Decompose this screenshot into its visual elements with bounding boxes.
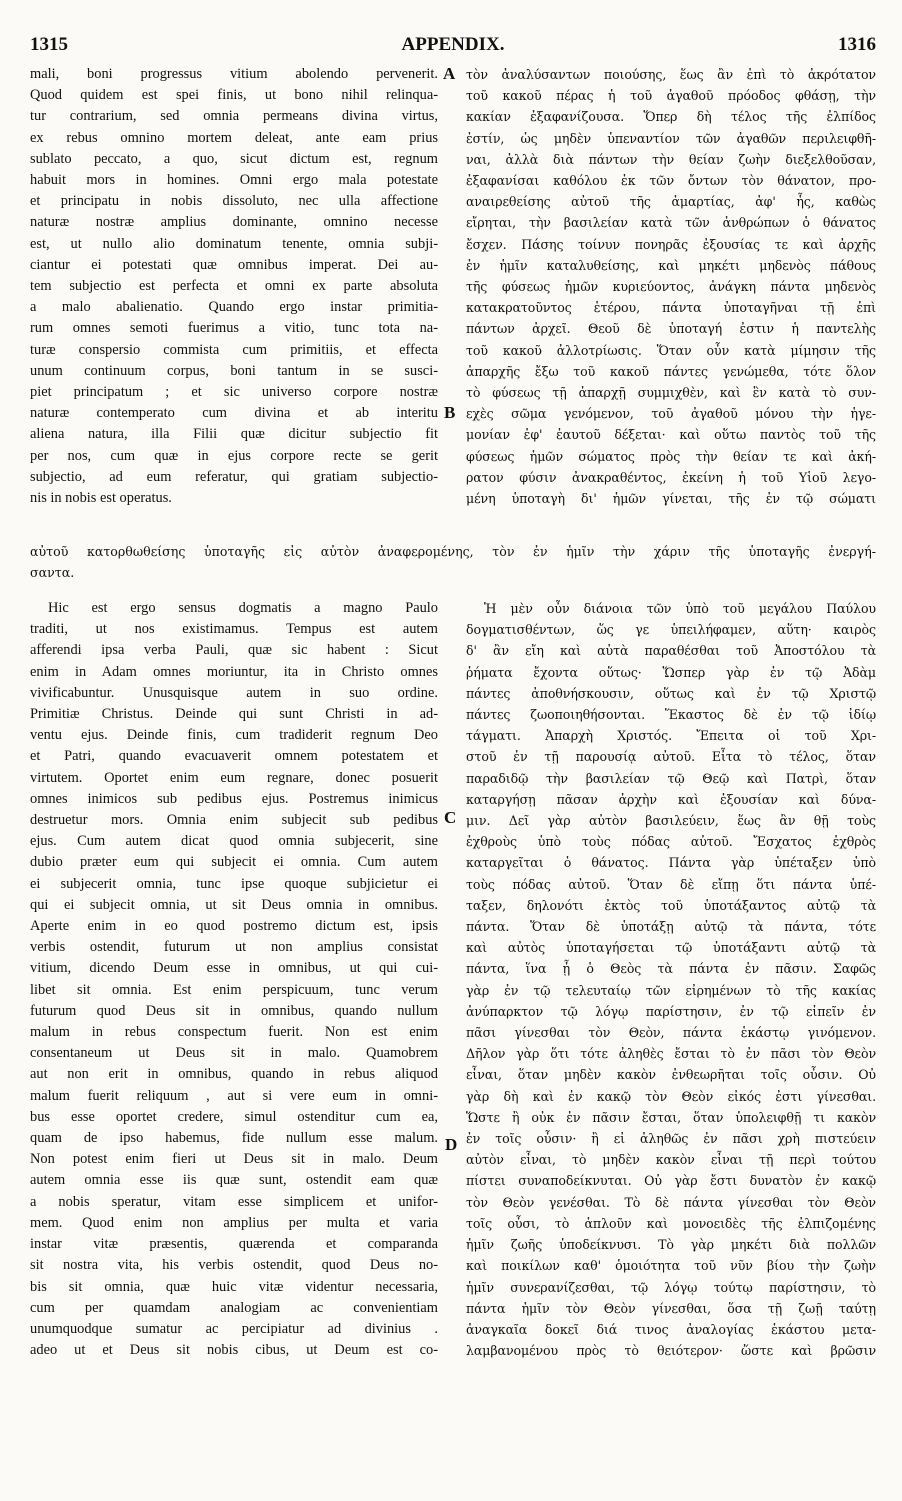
text-line: πάντα, ἵνα ᾖ ὁ Θεὸς τὰ πάντα ἐν πᾶσιν. Σαφῶς <box>466 961 876 977</box>
text-line: γὰρ ἐν τῷ τελευταίῳ τῶν εἰρημένων τὸ τῆς κακίας <box>466 982 876 998</box>
text-line: Quod quidem est spei finis, ut bono nihil relinqua- <box>30 87 438 104</box>
section-marker-a: A <box>443 64 456 83</box>
section-marker-d: D <box>445 1135 458 1154</box>
text-line: tur contrarium, sed omnia permeans divina virtus, <box>30 108 438 125</box>
text-line: verbis ostendit, futurum ut non amplius consistat <box>30 939 438 956</box>
text-line: subjectio, ad eum referatur, qui gratiam subjectio- <box>30 468 438 485</box>
text-line: μένη ὑποταγὴ δι' ἡμῶν γίνεται, τῆς ἐν τῷ σώματι <box>466 491 876 507</box>
text-line: ἐξαφανίσαι καθόλου ἐκ τῶν ὄντων τὸν θάνατον, προ- <box>466 173 876 189</box>
text-line: γὰρ δὴ καὶ ἐν κακῷ τὸν Θεὸν εἰκός ἐστι γίνεσθαι. <box>466 1088 876 1104</box>
text-line: dubio præter eum qui subjecit ei omnia. Cum autem <box>30 854 438 871</box>
text-line: Non potest enim fieri ut Deus sit in malo. Deum <box>30 1151 438 1168</box>
latin-column-bottom <box>30 598 438 1361</box>
greek-full-width-continuation <box>30 541 876 583</box>
text-line: παραδιδῷ τὴν βασιλείαν τῷ Θεῷ καὶ Πατρὶ, ὅταν <box>466 770 876 786</box>
text-line: aliena natura, illa Filii quæ dicitur subjectio fit <box>30 426 438 443</box>
text-line: ἡμῖν συνερανίζεσθαι, τῷ λόγῳ τούτῳ παρίστησιν, τὸ <box>466 1279 876 1295</box>
text-line: turæ conspersio commista cum primitiis, et effecta <box>30 341 438 358</box>
greek-column-bottom <box>466 598 876 1361</box>
text-line: Δῆλον γὰρ ὅτι τότε ἀληθὲς ἔσται τὸ ἐν πᾶσι τὸν Θεὸν <box>466 1046 876 1062</box>
text-line: malum fuerit reliquum , aut si vere eum in omni- <box>30 1087 438 1104</box>
text-line: unumquodque sumatur ac percipiatur ad divinius . <box>30 1320 438 1337</box>
text-line: naturæ nostræ amplius dominante, omnino necesse <box>30 214 438 231</box>
text-line: αὐτοῦ κατορθωθείσης ὑποταγῆς εἰς αὐτὸν ἀναφερομένης, τὸν ἐν ἡμῖν τὴν χάριν τῆς ὑποταγῆς ἐνεργή- <box>30 544 876 559</box>
text-line: πίστει συναποδείκνυται. Οὐ γὰρ ἔστι δυνατὸν ἐν κακῷ <box>466 1173 876 1189</box>
text-line: εἶναι, ὅταν μηδὲν κακὸν ἐνθεωρῆται τοῖς οὖσιν. Οὐ <box>466 1067 876 1083</box>
text-line: Aperte enim in eo quod postremo dictum est, ipsis <box>30 918 438 935</box>
text-line: virtutem. Oportet enim eum regnare, donec posuerit <box>30 769 438 786</box>
running-title: APPENDIX. <box>401 34 505 55</box>
text-line: piet principatum ; et sic universo corpore nostræ <box>30 384 438 401</box>
text-line: et Patri, quando evacuaverit omnem potestatem et <box>30 748 438 765</box>
text-line: μιν. Δεῖ γὰρ αὐτὸν βασιλεύειν, ἕως ἂν θῇ τοὺς <box>466 813 876 829</box>
text-line: bus esse oportet credere, simul ostenditur cum ea, <box>30 1108 438 1125</box>
text-line: ναι, ἀλλὰ διὰ πάντων τὴν θείαν ζωὴν διεξελθοῦσαν, <box>466 151 876 167</box>
text-line: traditi, ut nos existimamus. Tempus est autem <box>30 621 438 638</box>
text-line: tem subjectio est perfecta et omni ex parte absoluta <box>30 278 438 295</box>
section-marker-b: B <box>444 403 456 422</box>
text-line: καταργήσῃ πᾶσαν ἀρχὴν καὶ ἐξουσίαν καὶ δύνα- <box>466 791 876 807</box>
text-line: Hic est ergo sensus dogmatis a magno Paulo <box>48 600 438 616</box>
text-line: τὸν Θεὸν γενέσθαι. Τὸ δὲ πάντα γίνεσθαι τὸν Θεὸν <box>466 1194 876 1210</box>
text-line: ῥήματα ἔχοντα οὕτως· Ὥσπερ γὰρ ἐν τῷ Ἀδὰμ <box>466 664 876 680</box>
text-line: futurum quod Deus sit in omnibus, quando nullum <box>30 1002 438 1019</box>
text-line: τὸν ἀναλύσαντων ποιούσης, ἕως ἂν ἐπὶ τὸ ἀκρότατον <box>466 67 876 82</box>
text-line: naturæ contemperato cum divina et ab interitu <box>30 405 438 422</box>
text-line: est, ut nullo alio dominatum tenente, omnia subji- <box>30 235 438 252</box>
text-line: instar vitæ præsentis, quærenda et comparanda <box>30 1236 438 1253</box>
left-page-number: 1315 <box>30 34 68 55</box>
text-line: καταργεῖται ὁ θάνατος. Πάντα γὰρ ὑπέταξεν ὑπὸ <box>466 855 876 871</box>
text-line: mali, boni progressus vitium abolendo pervenerit. <box>30 66 438 82</box>
text-line: Primitiæ Christus. Deinde qui sunt Christi in ad- <box>30 706 438 723</box>
text-line: ἔσχεν. Πάσης τοίνυν πονηρᾶς ἐξουσίας τε καὶ ἀρχῆς <box>466 236 876 252</box>
text-line: σαντα. <box>30 565 75 581</box>
text-line: ἡμῖν ζωῆς ὑποδείκνυσι. Τὸ γὰρ μηκέτι διὰ πολλῶν <box>466 1237 876 1253</box>
text-line: habuit mors in homines. Omni ergo mala potestate <box>30 172 438 189</box>
text-line: δογματισθέντων, ὥς γε ὑπειλήφαμεν, αὕτη· καιρὸς <box>466 622 876 638</box>
greek-column-top <box>466 64 876 509</box>
text-line: destruetur mors. Omnia enim subjecit sub pedibus <box>30 812 438 829</box>
text-line: et principatu in nobis dissoluto, nec ulla affectione <box>30 193 438 210</box>
text-line: πάντες ζωοποιηθήσονται. Ἕκαστος δὲ ἐν τῷ ἰδίῳ <box>466 707 876 723</box>
text-line: cum per quamdam analogiam ac convenientiam <box>30 1299 438 1316</box>
text-line: malum in rebus conspectum fuerit. Non est enim <box>30 1024 438 1041</box>
text-line: ἐν ἡμῖν καταλυθείσης, καὶ μηκέτι μηδενὸς πάθους <box>466 257 876 273</box>
text-line: αὐτὸν εἶναι, τὸ μηδὲν κακὸν εἶναι τῇ περὶ τούτου <box>466 1152 876 1168</box>
text-line: ciantur ei potestati quæ omnibus imperat. Dei au- <box>30 256 438 273</box>
text-line: ejus. Cum autem dicat quod omnia subjecerit, sine <box>30 833 438 850</box>
text-line: εχὲς σῶμα γενόμενον, τοῦ ἀγαθοῦ μόνου τὴν ἡγε- <box>466 406 876 422</box>
text-line: adeo ut et Deus sit nobis cibus, ut Deum est co- <box>30 1342 438 1359</box>
text-line: aut non erit in omnibus, quando in rebus aliquod <box>30 1066 438 1083</box>
text-line: omnes inimicos sub pedibus ejus. Postremus inimicus <box>30 790 438 807</box>
text-line: τάγματι. Ἀπαρχὴ Χριστός. Ἔπειτα οἱ τοῦ Χρι- <box>466 728 876 744</box>
text-line: a malo abalienatio. Quando ergo instar primitia- <box>30 299 438 316</box>
text-line: per nos, cum quæ in ejus corpore recte se gerit <box>30 447 438 464</box>
text-line: κακίαν ἐξαφανίζουσα. Ὅπερ δὴ τέλος τῆς ἐλπίδος <box>466 109 876 125</box>
text-line: ei subjecerit omnia, tunc ipse quoque subjicietur ei <box>30 875 438 892</box>
text-line: καὶ ποικίλων καθ' ὁμοιότητα τοῦ νῦν βίου τὴν ζωὴν <box>466 1258 876 1274</box>
text-line: καὶ αὐτὸς ὑποταγήσεται τῷ ὑποτάξαντι αὐτῷ τὰ <box>466 940 876 956</box>
page-header <box>30 34 876 58</box>
text-line: ἀναγκαῖα δοκεῖ διά τινος ἀναλογίας ἑκάστου μετα- <box>466 1321 876 1337</box>
right-page-number: 1316 <box>838 34 876 55</box>
text-line: quam de ipso habemus, fide nullum esse malum. <box>30 1130 438 1147</box>
text-line: autem omnia esse iis quæ sunt, ostendit eam quæ <box>30 1172 438 1189</box>
text-line: bis sit omnia, quæ huic vitæ videntur necessaria, <box>30 1278 438 1295</box>
text-line: Ὥστε ἢ οὐκ ἐν πᾶσιν ἔσται, ὅταν ὑπολειφθῇ τι κακὸν <box>466 1109 876 1125</box>
text-line: τὸ φύσεως τῇ ἀπαρχῇ συμμιχθὲν, καὶ ἓν κατὰ τὸ συν- <box>466 385 876 401</box>
text-line: μονίαν ἐφ' ἑαυτοῦ δέξεται· καὶ οὕτω παντὸς τοῦ τῆς <box>466 427 876 443</box>
text-line: ἐν τοῖς οὖσιν· ἢ εἰ ἀληθῶς ἐν πᾶσι χρὴ πιστεύειν <box>466 1131 876 1147</box>
text-line: qui ei subjecit omnia, ut sit Deus omnia in omnibus. <box>30 896 438 913</box>
text-line: στοῦ ἐν τῇ παρουσίᾳ αὐτοῦ. Εἶτα τὸ τέλος, ὅταν <box>466 749 876 765</box>
text-line: ventu ejus. Deinde finis, cum tradiderit regnum Deo <box>30 727 438 744</box>
text-line: a nobis speratur, vitam esse simplicem et unifor- <box>30 1193 438 1210</box>
text-line: vitium, dicendo Deum esse in omnibus, ut qui cui- <box>30 960 438 977</box>
text-line: εἴρηται, τὴν βασιλείαν κατὰ τῶν ἀνθρώπων ὁ θάνατος <box>466 215 876 231</box>
text-line: πάντα ἡμῖν τὸν Θεὸν γίνεσθαι, ὅσα τῇ ζωῇ ταύτῃ <box>466 1300 876 1316</box>
latin-column-top <box>30 64 438 509</box>
text-line: τοὺς πόδας αὐτοῦ. Ὅταν δὲ εἴπῃ ὅτι πάντα ὑπέ- <box>466 876 876 892</box>
text-line: Ἡ μὲν οὖν διάνοια τῶν ὑπὸ τοῦ μεγάλου Παύλου <box>484 601 876 616</box>
text-line: rum omnes semoti fuerimus a vitio, tunc tota na- <box>30 320 438 337</box>
text-line: πᾶσι γίνεσθαι τὸν Θεὸν, πάντα ἑκάστῳ γινόμενον. <box>466 1025 876 1041</box>
text-line: afferendi ipsa verba Pauli, quæ sic habent : Sicut <box>30 642 438 659</box>
text-line: ρατον φύσιν ἀνακραθέντος, ἐκείνη ἡ τοῦ Υἱοῦ λεγο- <box>466 469 876 485</box>
text-line: πάντων ἀρχεῖ. Θεοῦ δὲ ὑποταγή ἐστιν ἡ παντελὴς <box>466 321 876 337</box>
text-line: κατακρατοῦντος ἑτέρου, πάντα ὑποταγῆναι τῇ ἐπὶ <box>466 300 876 316</box>
text-line: τοῦ κακοῦ ἀλλοτρίωσις. Ὅταν οὖν κατὰ μίμησιν τῆς <box>466 342 876 358</box>
text-line: τοῦ κακοῦ πέρας ἡ τοῦ ἀγαθοῦ πρόοδος φθάσῃ, τὴν <box>466 88 876 104</box>
text-line: πάντα. Ὅταν δὲ ὑποτάξῃ αὐτῷ τὰ πάντα, τότε <box>466 919 876 935</box>
text-line: ἐστίν, ὡς μηδὲν ὑπεναντίον τῶν ἀγαθῶν περιλειφθῆ- <box>466 130 876 146</box>
section-marker-c: C <box>444 808 457 827</box>
text-line: unum continuum corpus, boni tantum in se susci- <box>30 362 438 379</box>
text-line: πάντες ἀποθνήσκουσιν, οὕτως καὶ ἐν τῷ Χριστῷ <box>466 685 876 701</box>
text-line: αναιρεθείσης αὐτοῦ τῆς ἁμαρτίας, ἀφ' ἧς, καθὼς <box>466 194 876 210</box>
text-line: δ' ἂν εἴη καὶ αὐτὰ παραθέσθαι τοῦ Ἀποστόλου τὰ <box>466 643 876 659</box>
text-line: consentaneum ut Deus sit in malo. Quamobrem <box>30 1045 438 1062</box>
text-line: sit nostra vita, his verbis ostendit, quod Deus no- <box>30 1257 438 1274</box>
text-line: τῆς φύσεως ἡμῶν κυριεύοντος, ἀνάγκη πάντα μηδενὸς <box>466 279 876 295</box>
text-line: libet sit omnia. Est enim perspicuum, tunc verum <box>30 981 438 998</box>
text-line: ex rebus omnino mortem deleat, ante eam prius <box>30 129 438 146</box>
text-line: mem. Quod enim non amplius per multa et varia <box>30 1214 438 1231</box>
text-line: ταξεν, δηλονότι ἐκτὸς τοῦ ὑποτάξαντος αὐτῷ τὰ <box>466 897 876 913</box>
text-line: λαμβανομένου πρὸς τὸ θειότερον· ὥστε καὶ βρῶσιν <box>466 1343 876 1359</box>
text-line: sublato peccato, a quo, sicut dictum est, regnum <box>30 150 438 167</box>
text-line: τοῖς οὖσι, τὸ ἁπλοῦν καὶ μονοειδὲς τῆς ἐλπιζομένης <box>466 1215 876 1231</box>
text-line: ἀνύπαρκτον τῷ λόγῳ παρίστησιν, ἐν τῷ εἰπεῖν ἐν <box>466 1003 876 1019</box>
text-line: nis in nobis est operatus. <box>30 490 172 507</box>
text-line: ἀπαρχῆς ἔξω τοῦ κακοῦ πάντες γενώμεθα, τότε ὅλον <box>466 363 876 379</box>
text-line: enim in Adam omnes moriuntur, ita in Christo omnes <box>30 663 438 680</box>
text-line: vivificabuntur. Unusquisque autem in suo ordine. <box>30 684 438 701</box>
text-line: ἐχθροὺς ὑπὸ τοὺς πόδας αὐτοῦ. Ἔσχατος ἐχθρὸς <box>466 834 876 850</box>
text-line: φύσεως ἡμῶν σώματος πρὸς τὴν θείαν τε καὶ ἀκή- <box>466 448 876 464</box>
